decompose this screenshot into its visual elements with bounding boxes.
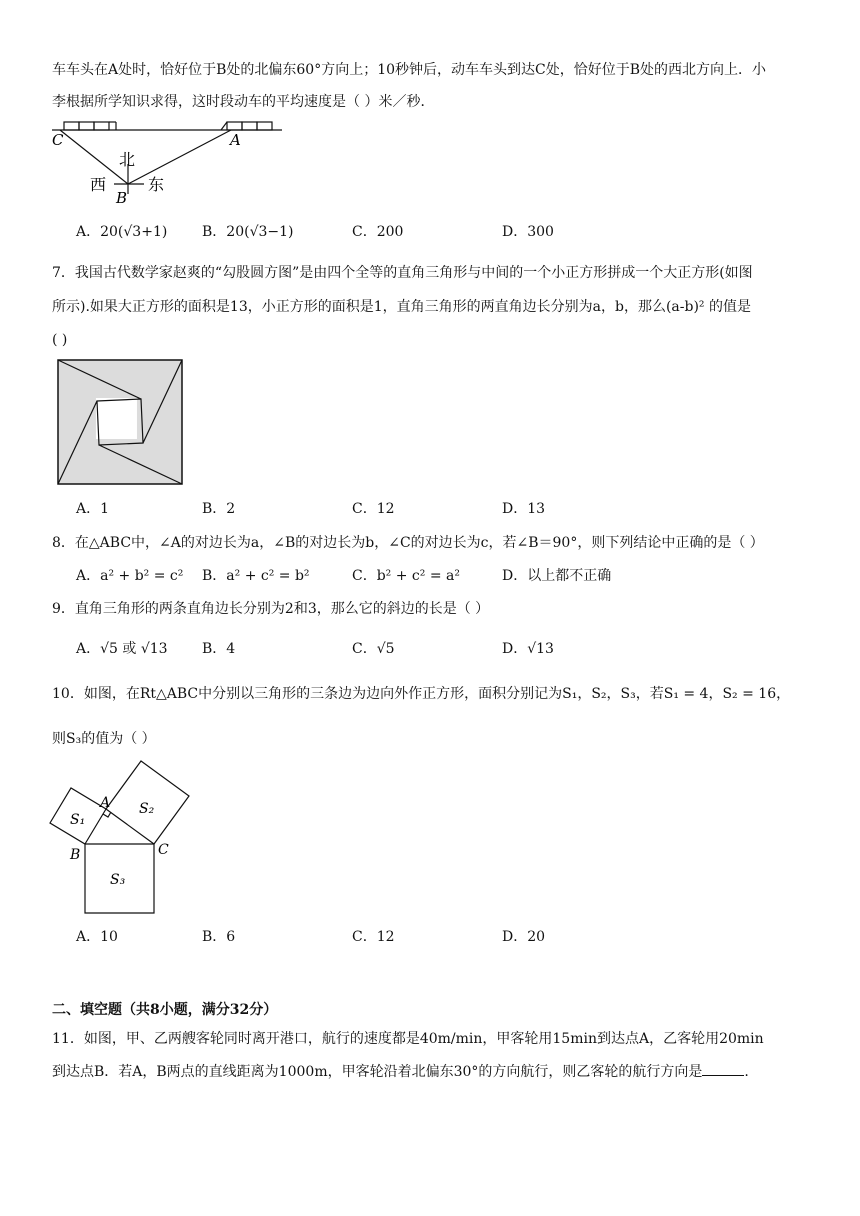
q11-text-line2-end: . (744, 1064, 749, 1080)
q6-option-d[interactable]: D．300 (502, 224, 554, 240)
q11-answer-blank[interactable] (702, 1060, 744, 1076)
q7-option-a[interactable]: A．1 (76, 501, 110, 517)
section-title-fill-in: 二、填空题（共8小题，满分32分） (52, 1002, 278, 1018)
q6-options (76, 221, 796, 243)
q10-label-s2: S₂ (139, 801, 155, 817)
q6-label-west: 西 (90, 175, 107, 194)
q10-text-line1: 10．如图，在Rt△ABC中分别以三角形的三条边为边向外作正方形，面积分别记为S₁，S₂，S₃，若S₁ = 4，S₂ = 16， (52, 686, 791, 702)
q7-text-line2: 所示).如果大正方形的面积是13，小正方形的面积是1，直角三角形的两直角边长分别为a，b，那么(a-b)² 的值是 (52, 299, 751, 315)
q10-label-s3: S₃ (110, 872, 126, 888)
q9-option-b[interactable]: B．4 (202, 641, 236, 657)
q9-option-c[interactable]: C．√5 (352, 641, 395, 657)
q6-text-line2: 李根据所学知识求得，这时段动车的平均速度是（ ）米／秒． (52, 94, 435, 110)
q7-text-line3: ( ) (52, 332, 68, 348)
q8-option-c[interactable]: C．b² + c² = a² (352, 568, 460, 584)
q6-option-c[interactable]: C．200 (352, 224, 404, 240)
q9-text-line1: 9．直角三角形的两条直角边长分别为2和3，那么它的斜边的长是（ ） (52, 601, 490, 617)
q6-train-figure (50, 114, 290, 206)
q8-options (76, 565, 796, 587)
q6-label-a: A (230, 131, 241, 149)
q11-text-line1: 11．如图，甲、乙两艘客轮同时离开港口，航行的速度都是40m/min，甲客轮用15min到达点A，乙客轮用20min (52, 1031, 764, 1047)
q8-option-d[interactable]: D．以上都不正确 (502, 568, 612, 584)
q8-option-a[interactable]: A．a² + b² = c² (76, 568, 184, 584)
q7-option-d[interactable]: D．13 (502, 501, 546, 517)
q7-option-c[interactable]: C．12 (352, 501, 395, 517)
q6-label-north: 北 (119, 150, 136, 169)
q8-option-b[interactable]: B．a² + c² = b² (202, 568, 310, 584)
q10-option-c[interactable]: C．12 (352, 929, 395, 945)
q10-label-s1: S₁ (70, 812, 86, 828)
q9-option-d[interactable]: D．√13 (502, 641, 554, 657)
q10-options (76, 926, 796, 948)
q7-zhaoshuang-figure (56, 358, 184, 486)
q6-label-c: C (52, 131, 64, 149)
q10-label-c: C (158, 842, 169, 858)
q10-text-line2: 则S₃的值为（ ） (52, 731, 156, 747)
q11-text-line2-body: 到达点B．若A，B两点的直线距离为1000m，甲客轮沿着北偏东30°的方向航行，则乙客轮的航行方向是 (52, 1064, 703, 1080)
q6-option-b[interactable]: B．20(√3−1) (202, 224, 294, 240)
q10-option-b[interactable]: B．6 (202, 929, 236, 945)
q6-label-b: B (116, 189, 128, 206)
q11-text-line2 (52, 1060, 749, 1082)
q9-options (76, 638, 796, 660)
q9-option-a[interactable]: A．√5 或 √13 (76, 641, 168, 657)
q6-label-east: 东 (148, 175, 165, 194)
q10-option-a[interactable]: A．10 (76, 929, 118, 945)
q10-label-a: A (100, 795, 111, 811)
q6-text-line1: 车车头在A处时，恰好位于B处的北偏东60°方向上；10秒钟后，动车车头到达C处，恰好位于B处的西北方向上．小 (52, 62, 767, 78)
q8-text-line1: 8．在△ABC中，∠A的对边长为a，∠B的对边长为b，∠C的对边长为c，若∠B＝90°，则下列结论中正确的是（ ） (52, 535, 764, 551)
q10-option-d[interactable]: D．20 (502, 929, 546, 945)
q7-option-b[interactable]: B．2 (202, 501, 236, 517)
q10-squares-figure (48, 760, 198, 918)
q7-options (76, 498, 796, 520)
q10-label-b: B (70, 847, 81, 863)
q6-option-a[interactable]: A．20(√3+1) (76, 224, 168, 240)
q7-text-line1: 7．我国古代数学家赵爽的“勾股圆方图”是由四个全等的直角三角形与中间的一个小正方形拼成一个大正方形(如图 (52, 265, 753, 281)
